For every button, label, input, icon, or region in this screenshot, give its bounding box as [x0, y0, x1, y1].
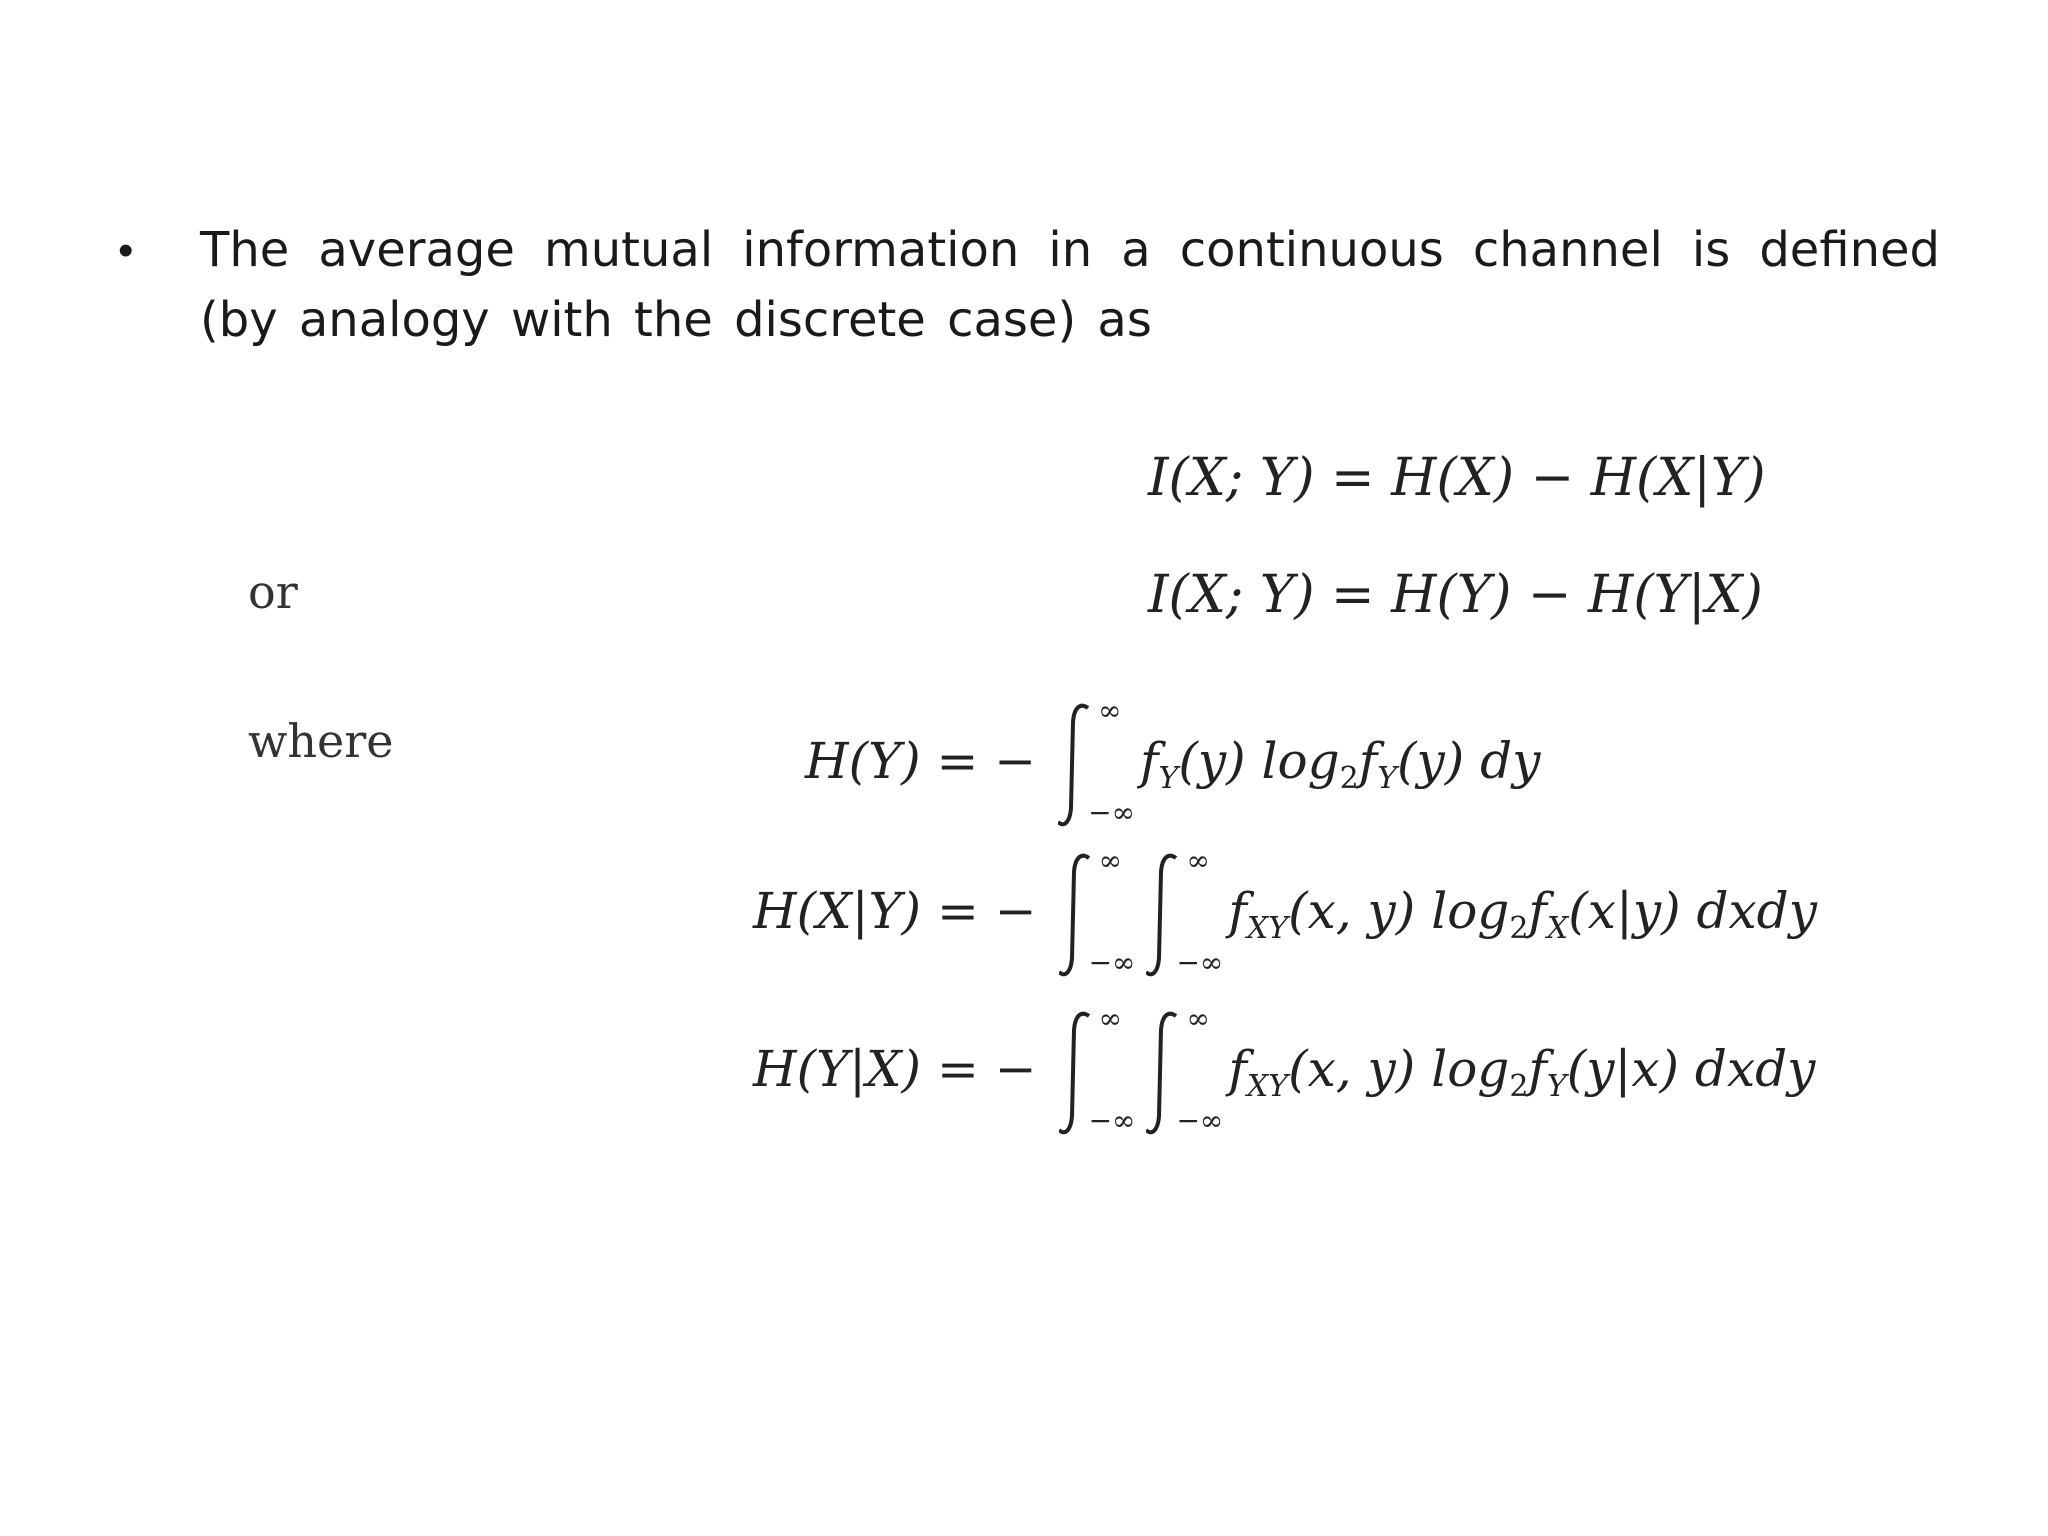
integrand-mid: (y) log — [1178, 732, 1340, 790]
intro-paragraph: The average mutual information in a continuous channel is defined (by analogy with the discrete case) as — [200, 222, 1940, 348]
integrand-subscript: XY — [1246, 911, 1289, 946]
integral-lower-limit: −∞ — [1176, 1104, 1224, 1137]
integrand-f2: f — [1358, 732, 1378, 790]
equation-entropy-y — [805, 694, 1541, 830]
integral-sign-outer — [1059, 1002, 1136, 1138]
equation-mutual-information-2 — [1148, 565, 1763, 625]
integral-lower-limit: −∞ — [1176, 946, 1224, 979]
log-base: 2 — [1339, 761, 1359, 796]
integrand-f: f — [1228, 882, 1247, 940]
integral-upper-limit: ∞ — [1098, 694, 1122, 727]
log-base: 2 — [1509, 911, 1529, 946]
integral-upper-limit: ∞ — [1098, 844, 1122, 877]
integral-sign-inner — [1146, 1002, 1224, 1138]
label-or: or — [248, 565, 298, 619]
integrand-end: (x|y) dxdy — [1568, 882, 1817, 940]
integrand-end: (y) dy — [1397, 732, 1541, 790]
bullet-marker: • — [118, 226, 134, 275]
integrand-end: (y|x) dxdy — [1566, 1040, 1816, 1098]
equation-text: I(X; Y) = H(Y) − H(Y|X) — [1148, 565, 1763, 625]
integrand-subscript-2: X — [1546, 911, 1569, 946]
integrand-subscript: XY — [1246, 1069, 1289, 1104]
log-base: 2 — [1509, 1069, 1529, 1104]
integral-upper-limit: ∞ — [1098, 1002, 1122, 1035]
integrand-f: f — [1140, 732, 1159, 790]
integral-lower-limit: −∞ — [1088, 796, 1135, 829]
integrand-subscript-2: Y — [1377, 761, 1398, 796]
equation-text: I(X; Y) = H(X) − H(X|Y) — [1148, 448, 1766, 508]
equation-conditional-entropy-x-given-y — [753, 844, 1817, 980]
label-where: where — [248, 714, 394, 768]
integrand-subscript-2: Y — [1546, 1069, 1567, 1104]
equation-conditional-entropy-y-given-x — [753, 1002, 1816, 1138]
integral-lower-limit: −∞ — [1088, 946, 1136, 979]
integral-upper-limit: ∞ — [1186, 1002, 1210, 1035]
integrand-mid: (x, y) log — [1288, 882, 1510, 940]
equation-lhs: H(Y) = − — [805, 732, 1037, 790]
integral-sign-inner — [1146, 844, 1224, 980]
integrand-subscript: Y — [1158, 761, 1179, 796]
integral-upper-limit: ∞ — [1186, 844, 1210, 877]
integral-sign-outer — [1059, 844, 1136, 980]
integrand-f: f — [1228, 1040, 1247, 1098]
integrand-f2: f — [1528, 1040, 1547, 1098]
integrand-mid: (x, y) log — [1288, 1040, 1510, 1098]
integral-lower-limit: −∞ — [1088, 1104, 1136, 1137]
integral-sign — [1058, 694, 1135, 830]
equation-lhs: H(X|Y) = − — [753, 882, 1037, 940]
equation-mutual-information-1 — [1148, 448, 1766, 508]
integrand-f2: f — [1528, 882, 1547, 940]
equation-lhs: H(Y|X) = − — [753, 1040, 1037, 1098]
